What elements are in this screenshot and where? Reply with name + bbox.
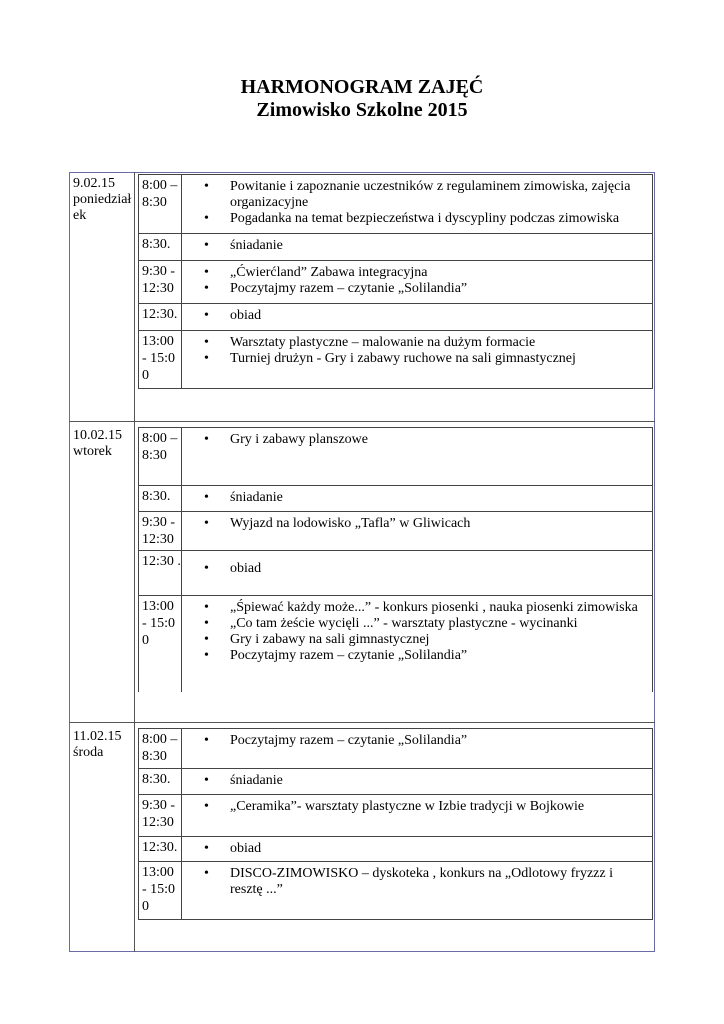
document-title [0,76,724,122]
slot-time: 8:30. [139,486,182,511]
slot-activities [182,428,652,485]
activity-item: • Pogadanka na temat bezpieczeństwa i dyscypliny podczas zimowiska [182,211,644,227]
slot-activities [182,795,652,836]
activity-item: • „Co tam żeście wycięli ...” - warsztaty plastyczne - wycinanki [182,616,644,632]
slot-activities [182,729,652,768]
activity-item: • obiad [182,841,644,857]
slot-time: 9:30 - 12:30 [139,795,182,836]
slot-activities [182,837,652,861]
day-divider-1 [69,421,655,422]
activity-item: • Warsztaty plastyczne – malowanie na dużym formacie [182,335,644,351]
activity-item: • śniadanie [182,238,644,254]
slot-activities [182,862,652,919]
slot-time: 12:30. [139,837,182,861]
activity-item: • Powitanie i zapoznanie uczestników z regulaminem zimowiska, zajęcia organizacyjne [182,179,644,211]
activity-item: • śniadanie [182,490,644,506]
activity-item: • Turniej drużyn - Gry i zabawy ruchowe na sali gimnastycznej [182,351,644,367]
slot-time: 8:30. [139,769,182,794]
activity-item: • obiad [182,308,644,324]
slot-activities [182,486,652,511]
slot-row [139,768,652,794]
slot-time: 9:30 - 12:30 [139,512,182,550]
slot-row [139,485,652,511]
slot-row [139,428,652,485]
activity-item: • Gry i zabawy planszowe [182,432,644,448]
day-2-date: 10.02.15 [73,428,122,443]
slot-row [139,861,652,919]
slot-time: 9:30 - 12:30 [139,261,182,303]
slot-activities [182,234,652,260]
day-1-date: 9.02.15 [73,176,115,191]
slot-activities [182,551,652,595]
slot-row [139,175,652,233]
slot-time: 8:00 – 8:30 [139,729,182,768]
day-3-slots [138,728,653,920]
activity-item: • Wyjazd na lodowisko „Tafla” w Gliwicach [182,516,644,532]
slot-time: 8:30. [139,234,182,260]
slot-time: 13:00 - 15:00 [139,331,182,388]
activity-item: • Gry i zabawy na sali gimnastycznej [182,632,644,648]
slot-activities [182,304,652,330]
slot-activities [182,175,652,233]
activity-item: • „Śpiewać każdy może...” - konkurs piosenki , nauka piosenki zimowiska [182,600,644,616]
slot-row [139,233,652,260]
slot-activities [182,769,652,794]
day-2-slots [138,427,653,692]
activity-item: • Poczytajmy razem – czytanie „Solilandia” [182,733,644,749]
day-1-slots [138,174,653,389]
slot-row [139,511,652,550]
day-1-weekday: poniedziałek [73,192,132,223]
slot-time: 12:30 . [139,551,182,595]
activity-item: • Poczytajmy razem – czytanie „Solilandia” [182,281,644,297]
slot-row [139,595,652,692]
slot-row [139,303,652,330]
day-1-date-cell [73,176,133,224]
slot-activities [182,512,652,550]
slot-row [139,794,652,836]
slot-activities [182,596,652,692]
day-2-date-cell [73,428,133,460]
slot-row [139,330,652,388]
slot-row [139,729,652,768]
activity-item: • „Ceramika”- warsztaty plastyczne w Izbie tradycji w Bojkowie [182,799,644,815]
activity-item: • Poczytajmy razem – czytanie „Solilandia” [182,648,644,664]
slot-time: 8:00 – 8:30 [139,175,182,233]
slot-activities [182,261,652,303]
activity-item: • śniadanie [182,773,644,789]
slot-row [139,550,652,595]
slot-time: 12:30. [139,304,182,330]
slot-time: 8:00 – 8:30 [139,428,182,485]
activity-item: • „Ćwierćland” Zabawa integracyjna [182,265,644,281]
day-2-weekday: wtorek [73,444,112,459]
activity-item: • DISCO-ZIMOWISKO – dyskoteka , konkurs na „Odlotowy fryzzz i resztę ...” [182,866,644,898]
slot-time: 13:00 - 15:00 [139,862,182,919]
day-divider-2 [69,722,655,723]
slot-row [139,260,652,303]
slot-time: 13:00 - 15:00 [139,596,182,692]
day-3-date: 11.02.15 [73,729,122,744]
slot-activities [182,331,652,388]
title-line-1: HARMONOGRAM ZAJĘĆ [240,76,484,98]
activity-item: • obiad [182,561,644,577]
day-3-weekday: środa [73,745,104,760]
day-3-date-cell [73,729,133,761]
slot-row [139,836,652,861]
title-line-2: Zimowisko Szkolne 2015 [256,99,468,121]
date-column-divider [134,172,135,952]
